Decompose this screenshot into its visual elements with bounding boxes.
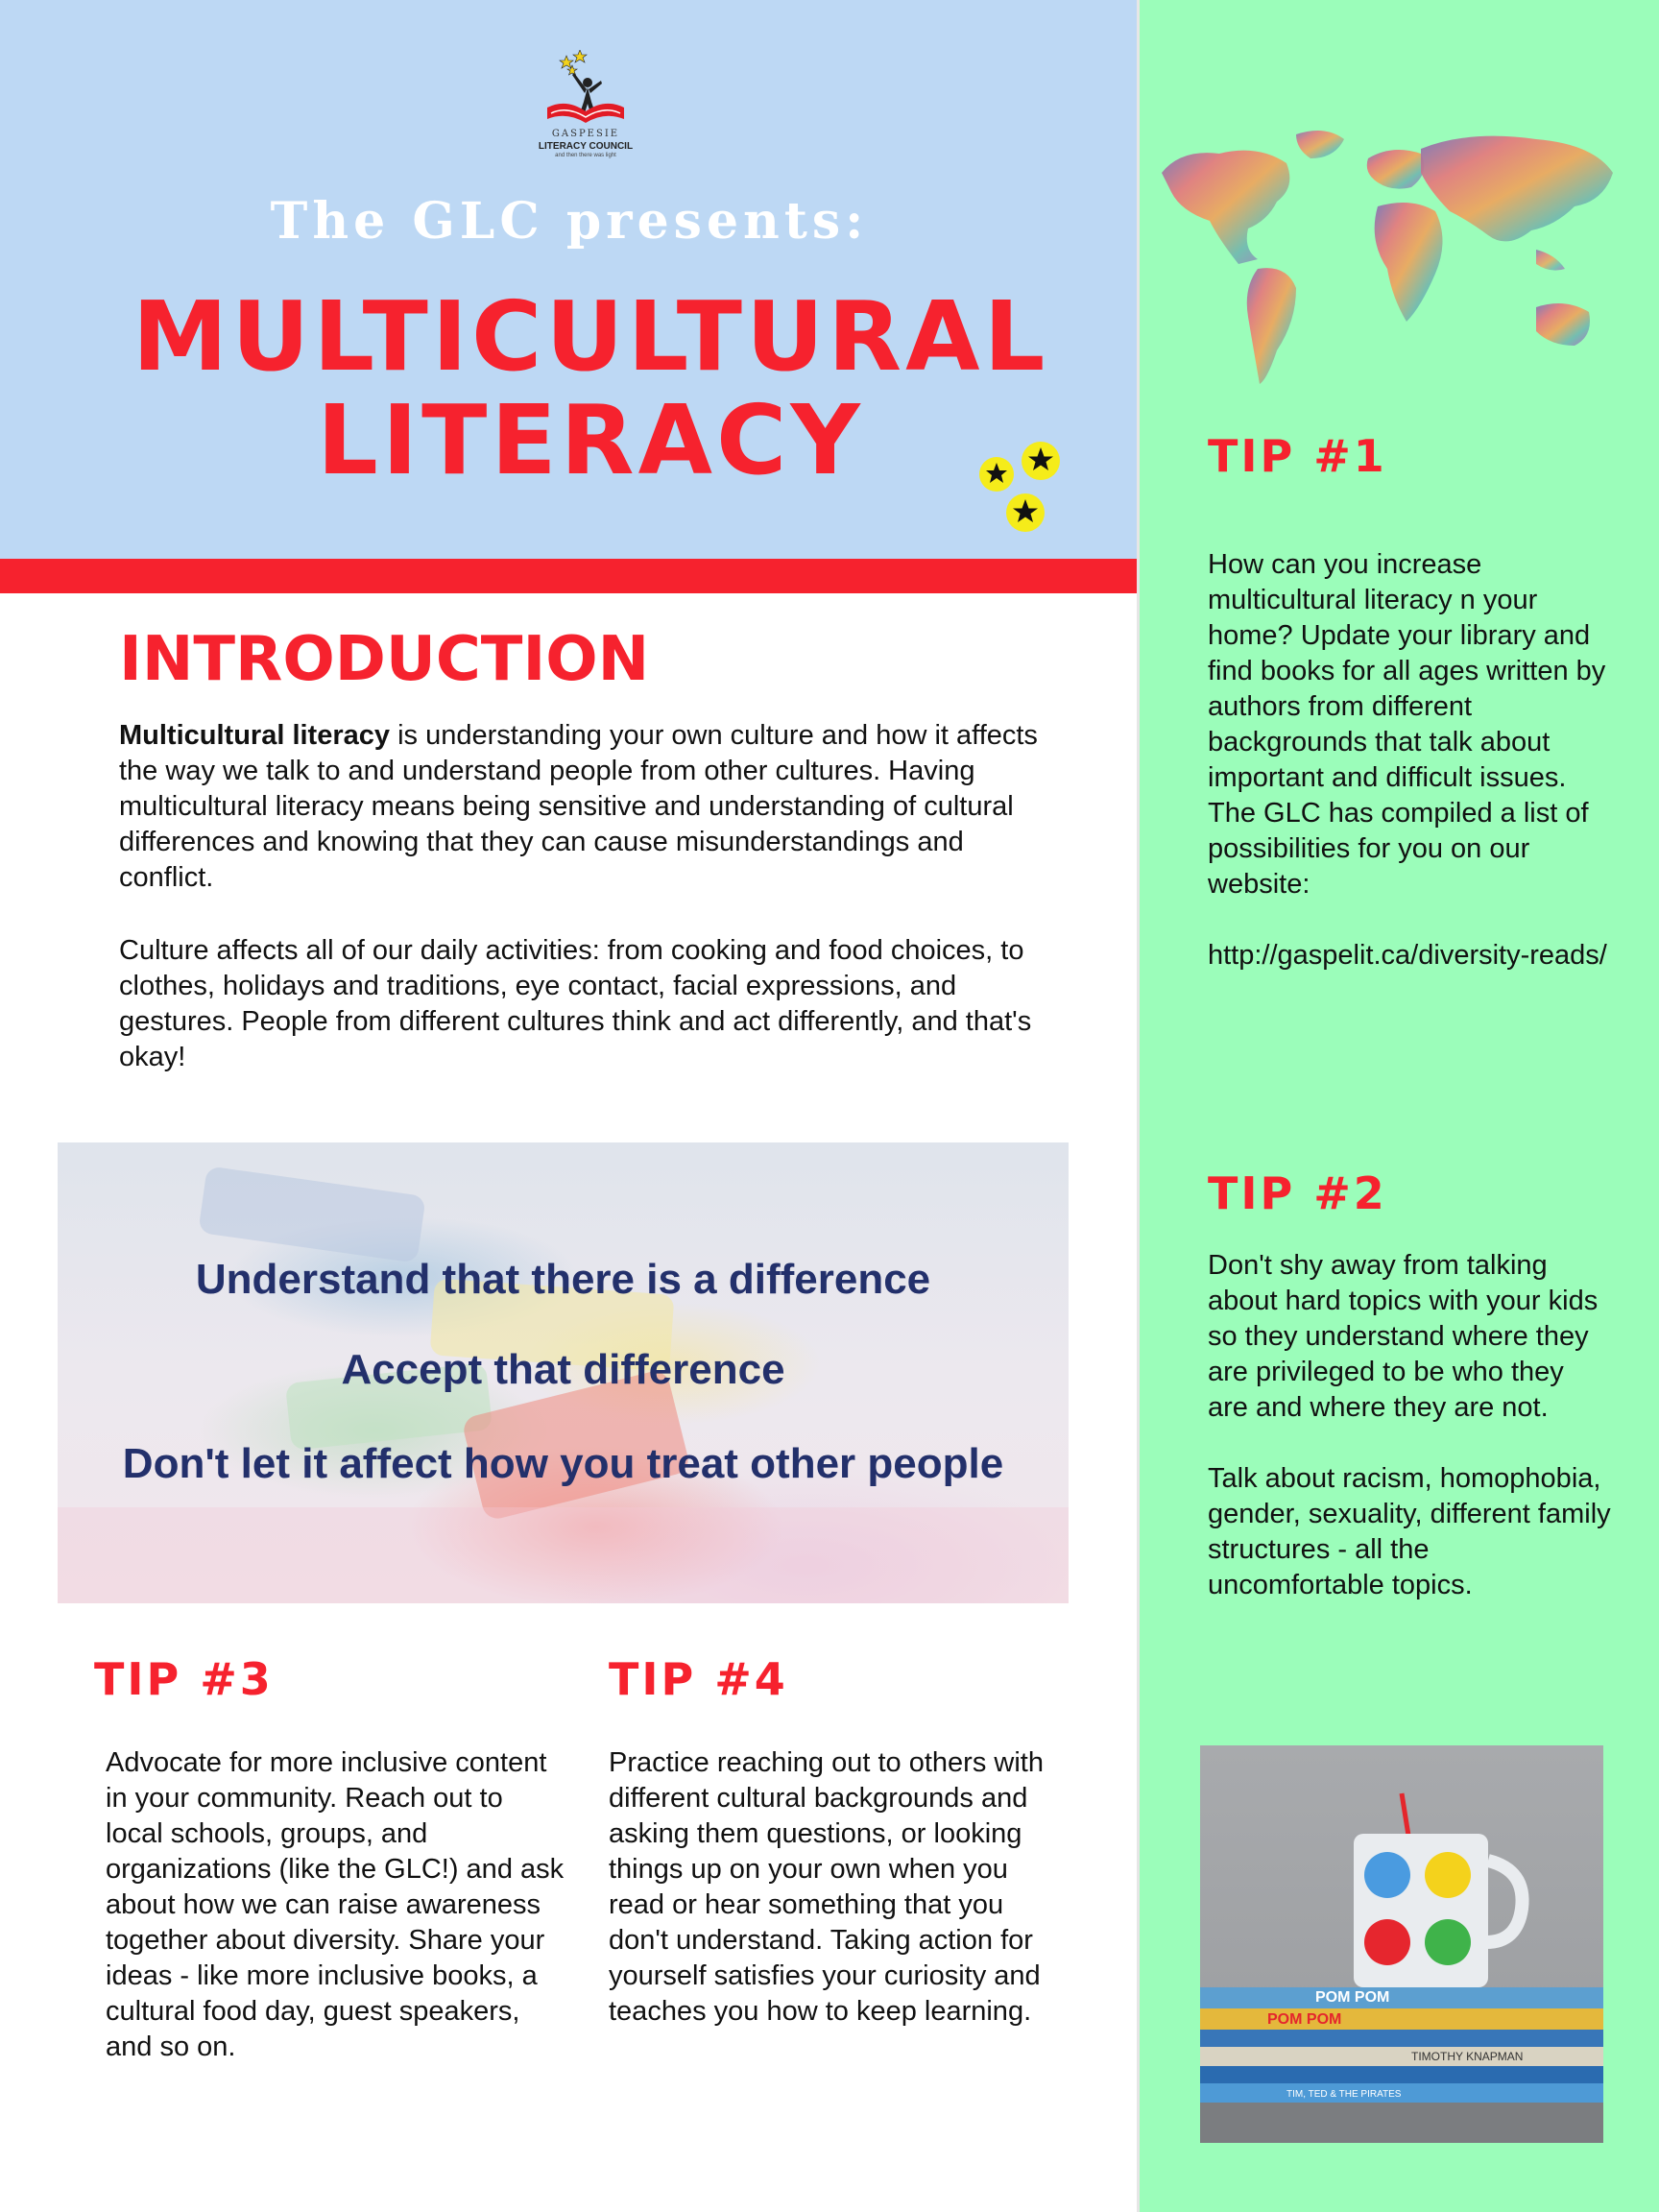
logo-org-line2: LITERACY COUNCIL [538,141,634,152]
tip2-text: Don't shy away from talking about hard topics with your kids so they understand where they are privileged to be who they are and where they are not. [1208,1250,1599,1423]
tip3-text: Advocate for more inclusive content in your community. Reach out to local schools, groups, and organizations (like the GLC!) and ask about how we can raise awareness together about diversity. Share your ideas - like more inclusive books, a cultural food day, guest speakers, and so on. [106,1747,565,2062]
book-label-1: POM POM [1315,1989,1390,2006]
tip1-heading: TIP #1 [1208,430,1387,482]
mug-and-books-photo [1200,1745,1603,2143]
logo-tagline: and then there was light [555,153,616,158]
book-label-4: TIM, TED & THE PIRATES [1286,2089,1402,2100]
tip4-text: Practice reaching out to others with different cultural backgrounds and asking them questions, or looking things up on your own when you read or hear something that you don't understand. Taking action for yourself satisfies your curiosity and teaches you how to keep learning. [609,1747,1044,2027]
world-map-image [1152,115,1623,403]
banner-line-3: Don't let it affect how you treat other people [122,1440,1004,1487]
logo-figure-icon [538,50,634,129]
page-title-line2: LITERACY [317,384,864,496]
red-divider-bar [0,559,1139,593]
introduction-heading: INTRODUCTION [119,624,650,695]
tip2-heading: TIP #2 [1208,1167,1387,1219]
introduction-paragraph-1 [119,718,1041,896]
quote-banner [58,1142,1069,1603]
intro-p1-text: is understanding your own culture and how it affects the way we talk to and understand people from other cultures. Having multicultural literacy means being sensitive and understanding of cultural differences and knowing that they can cause misunderstandings and conflict. [119,720,1038,893]
page-title-line1: MULTICULTURAL [132,280,1049,393]
tip4-heading: TIP #4 [609,1653,788,1705]
tip1-text-block [1208,547,1611,974]
tip3-heading: TIP #3 [94,1653,274,1705]
presents-subtitle: The GLC presents: [270,192,869,251]
intro-bold-term: Multicultural literacy [119,720,391,751]
glc-logo [538,50,634,161]
tip2-text-2: Talk about racism, homophobia, gender, sexuality, different family structures - all the uncomfortable topics. [1208,1463,1611,1600]
stars-icon [974,434,1070,540]
banner-line-2: Accept that difference [341,1346,785,1393]
book-label-2: POM POM [1267,2011,1342,2028]
logo-org-line1: GASPESIE [551,129,620,139]
introduction-paragraph-2: Culture affects all of our daily activities: from cooking and food choices, to clothes, holidays and traditions, eye contact, facial expressions, and gestures. People from different cultures think and act differently, and that's okay! [119,935,1032,1072]
tip2-text-block [1208,1248,1611,1603]
diversity-reads-link[interactable]: http://gaspelit.ca/diversity-reads/ [1208,940,1607,971]
mug-and-books-image [1200,1745,1603,2143]
banner-line-1: Understand that there is a difference [195,1256,931,1303]
tip1-text: How can you increase multicultural literacy n your home? Update your library and find books for all ages written by authors from different backgrounds that talk about important and difficult issues. The GLC has compiled a list of possibilities for you on our website: [1208,549,1606,900]
book-label-3: TIMOTHY KNAPMAN [1411,2050,1524,2063]
